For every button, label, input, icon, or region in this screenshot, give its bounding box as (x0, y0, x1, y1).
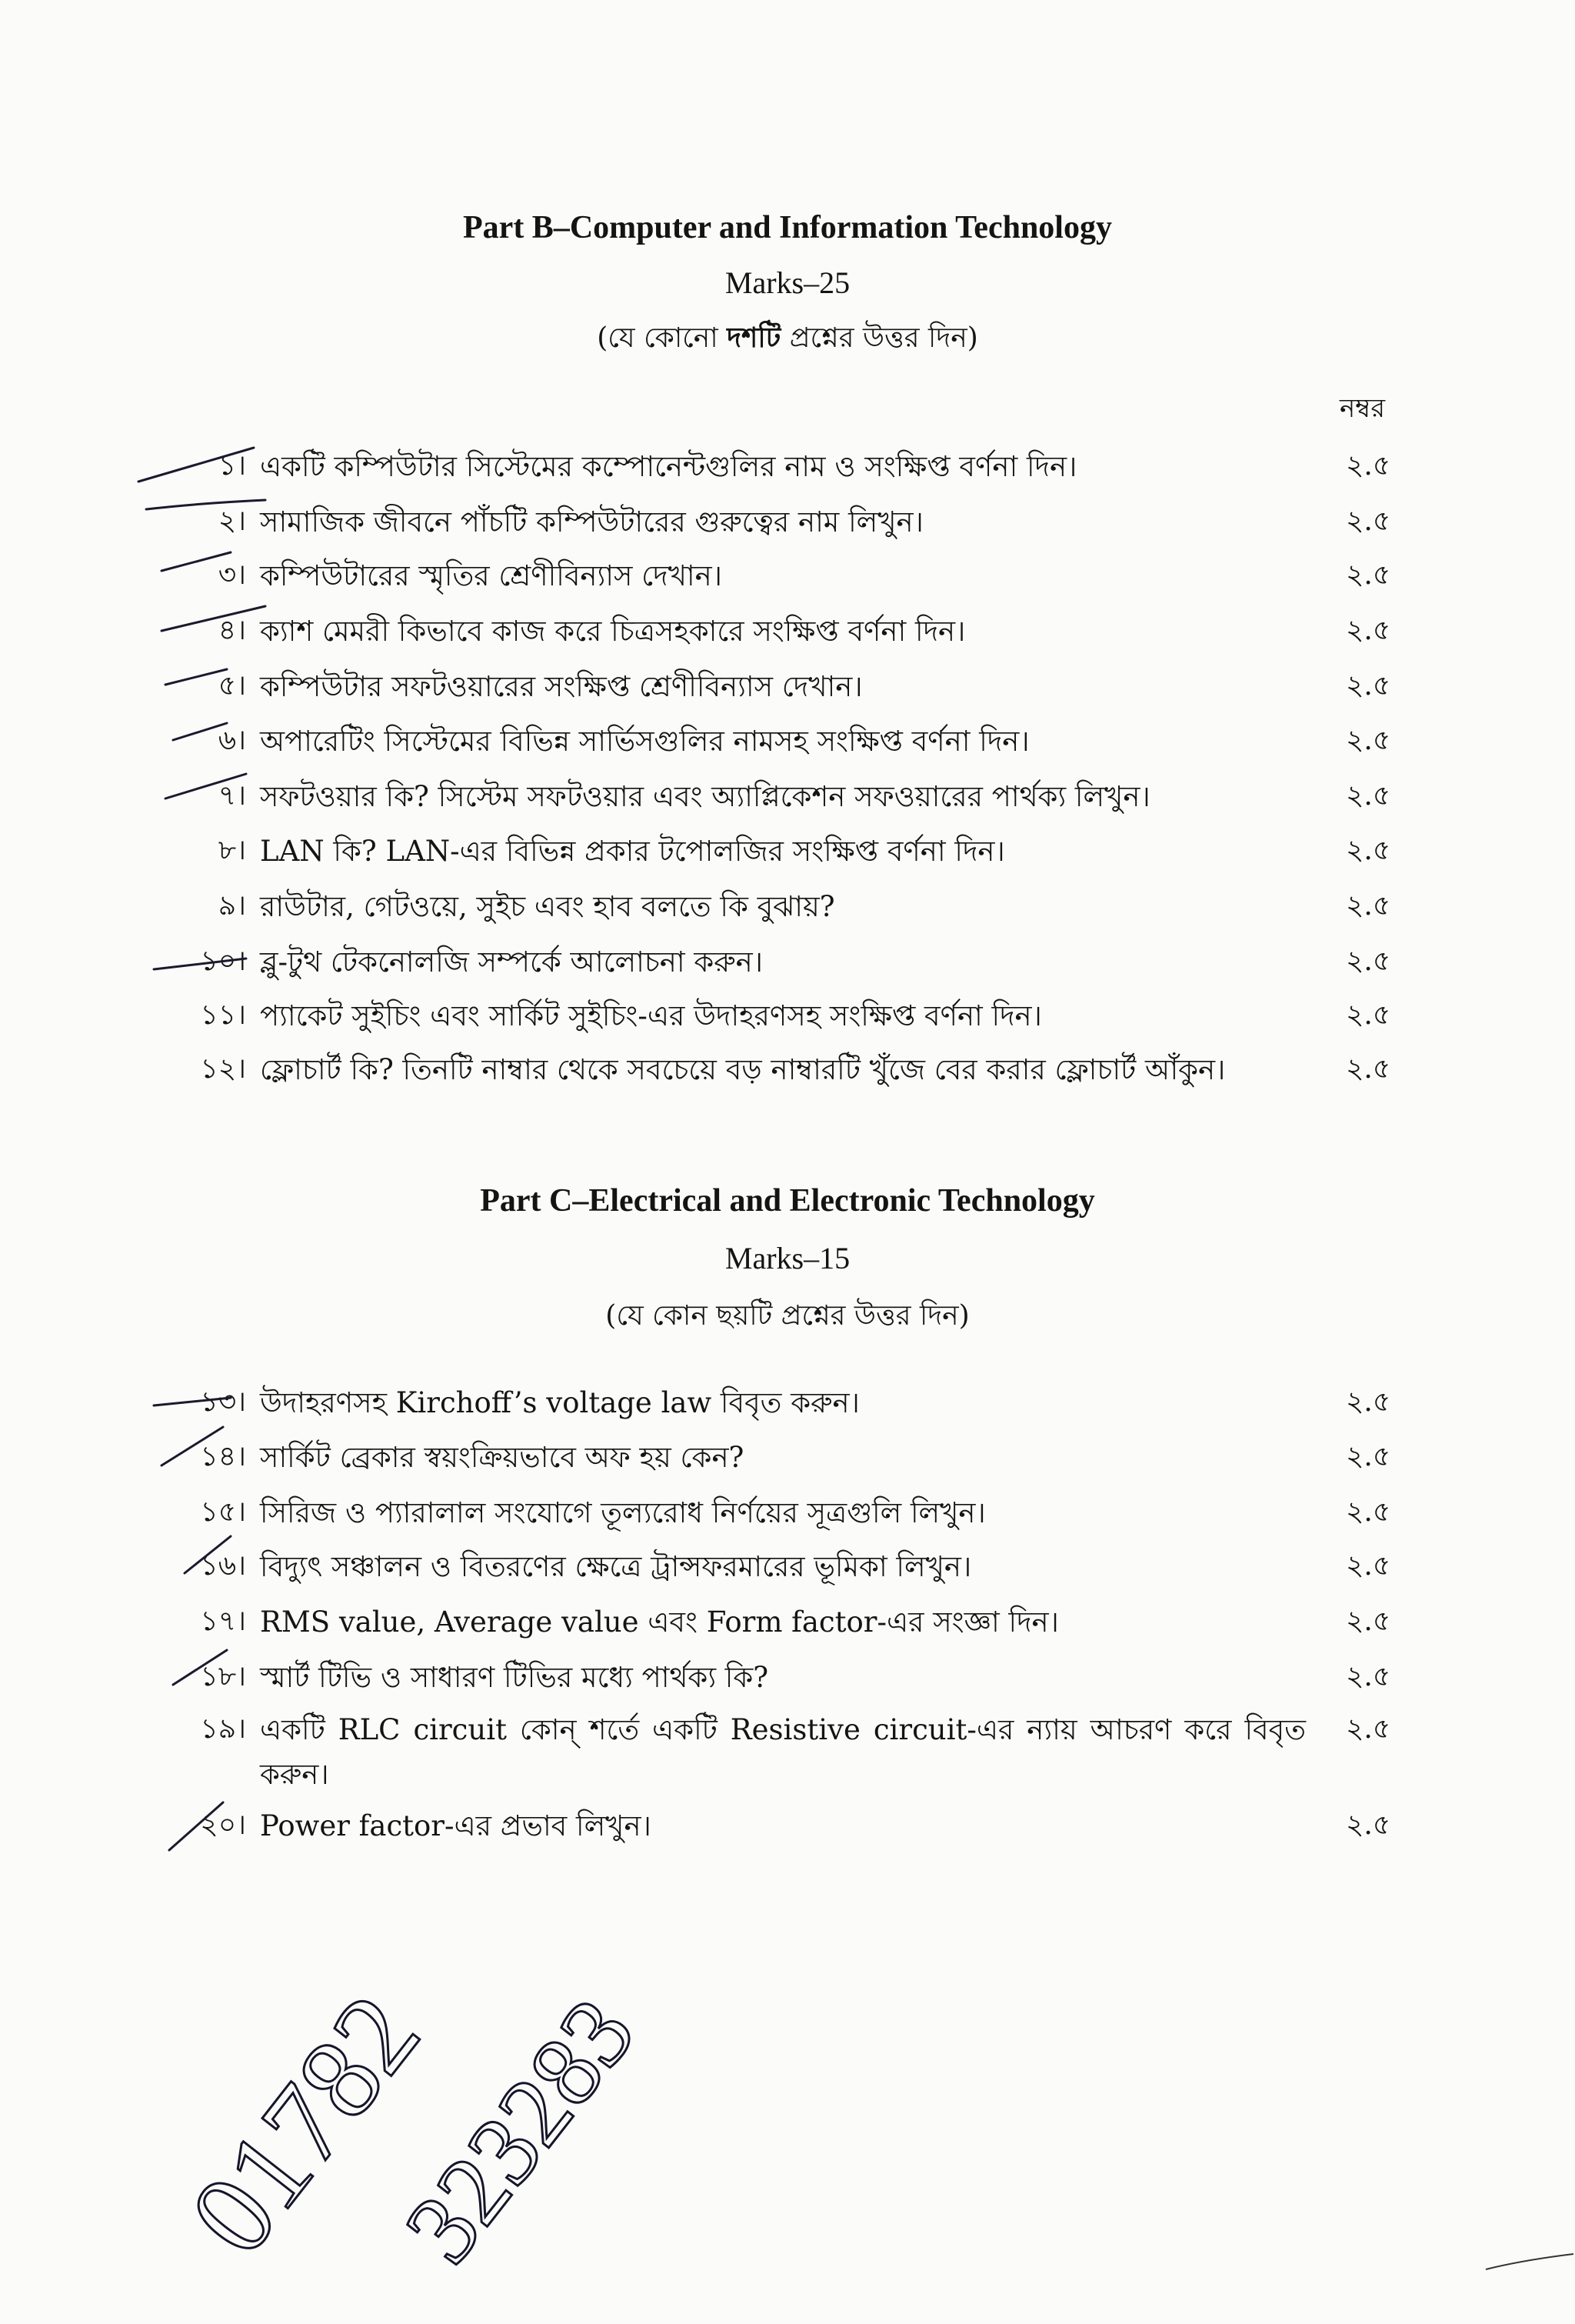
question-mark: ২.৫ (1346, 1550, 1391, 1582)
question-mark: ২.৫ (1346, 725, 1391, 756)
question-mark: ২.৫ (1346, 1386, 1391, 1418)
question-text: RMS value, Average value এবং Form factor-এর সংজ্ঞা দিন। (260, 1605, 1059, 1639)
question-number: ৪। (218, 615, 246, 646)
question-mark: ২.৫ (1346, 1441, 1391, 1472)
question-text: ফ্লোচার্ট কি? তিনটি নাম্বার থেকে সবচেয়ে বড় নাম্বারটি খুঁজে বের করার ফ্লোচার্ট আঁকুন। (260, 1053, 1226, 1086)
part-b-marks: Marks–25 (724, 265, 851, 300)
handwritten-number (165, 1939, 708, 2292)
part-c-title: Part C–Electrical and Electronic Technology (480, 1183, 1095, 1219)
question-text: একটি RLC circuit কোন্ শর্তে একটি Resistive circuit-এর ন্যায় আচরণ করে বিবৃত করুন। (260, 1713, 1306, 1791)
question-text: একটি কম্পিউটার সিস্টেমের কম্পোনেন্টগুলির নাম ও সংক্ষিপ্ত বর্ণনা দিন। (260, 450, 1077, 483)
question-number: ১৭। (200, 1605, 246, 1637)
question-number: ৮। (218, 835, 246, 866)
question-mark: ২.৫ (1346, 1053, 1391, 1085)
question-mark: ২.৫ (1346, 890, 1391, 922)
question-mark: ২.৫ (1346, 615, 1391, 646)
part-c-marks: Marks–15 (724, 1241, 851, 1275)
question-mark: ২.৫ (1346, 559, 1391, 591)
question-number: ১২। (200, 1053, 246, 1085)
question-mark: ২.৫ (1346, 780, 1391, 812)
question-text: সফটওয়ার কি? সিস্টেম সফটওয়ার এবং অ্যাপ্লিকেশন সফওয়ারের পার্থক্য লিখুন। (260, 780, 1150, 813)
question-text: উদাহরণসহ Kirchoff’s voltage law বিবৃত করুন। (260, 1386, 860, 1419)
question-text: কম্পিউটার সফটওয়ারের সংক্ষিপ্ত শ্রেণীবিন্যাস দেখান। (260, 670, 863, 703)
part-c-instruction: (যে কোন ছয়টি প্রশ্নের উত্তর দিন) (605, 1300, 970, 1332)
question-mark: ২.৫ (1346, 1496, 1391, 1528)
question-text: সামাজিক জীবনে পাঁচটি কম্পিউটারের গুরুত্বের নাম লিখুন। (260, 505, 924, 538)
question-text: ব্লু-টুথ টেকনোলজি সম্পর্কে আলোচনা করুন। (260, 945, 763, 979)
part-b-title: Part B–Computer and Information Technology (463, 210, 1112, 245)
question-text: অপারেটিং সিস্টেমের বিভিন্ন সার্ভিসগুলির নামসহ সংক্ষিপ্ত বর্ণনা দিন। (260, 725, 1030, 758)
question-mark: ২.৫ (1346, 1605, 1391, 1637)
question-mark: ২.৫ (1346, 450, 1391, 482)
handwritten-line-1: 01782 (165, 1971, 444, 2278)
question-text: সার্কিট ব্রেকার স্বয়ংক্রিয়ভাবে অফ হয় কেন? (260, 1441, 744, 1474)
question-mark: ২.৫ (1346, 999, 1391, 1031)
question-mark: ২.৫ (1346, 1809, 1391, 1841)
question-text: রাউটার, গেটওয়ে, সুইচ এবং হাব বলতে কি বুঝায়? (260, 890, 835, 923)
question-text: প্যাকেট সুইচিং এবং সার্কিট সুইচিং-এর উদাহরণসহ সংক্ষিপ্ত বর্ণনা দিন। (260, 999, 1042, 1032)
question-number: ১৪। (200, 1441, 246, 1472)
pen-strike-marks-part-c (146, 1381, 254, 1873)
handwritten-line-2: 323283 (384, 1978, 656, 2283)
question-number: ১৮। (200, 1661, 246, 1692)
question-number: ১৬। (200, 1550, 246, 1582)
question-text: ক্যাশ মেমরী কিভাবে কাজ করে চিত্রসহকারে সংক্ষিপ্ত বর্ণনা দিন। (260, 615, 966, 648)
question-number: ৭। (218, 780, 246, 812)
question-mark: ২.৫ (1346, 1713, 1391, 1745)
part-b-instruction: (যে কোনো দশটি প্রশ্নের উত্তর দিন) (597, 322, 978, 354)
question-number: ১৩। (200, 1386, 246, 1418)
question-number: ৫। (218, 670, 246, 702)
question-number: ১১। (200, 999, 246, 1031)
question-mark: ২.৫ (1346, 1661, 1391, 1692)
marks-column-header: নম্বর (1340, 393, 1386, 424)
question-text: স্মার্ট টিভি ও সাধারণ টিভির মধ্যে পার্থক্য কি? (260, 1661, 769, 1694)
question-number: ১৫। (200, 1496, 246, 1528)
question-text: Power factor-এর প্রভাব লিখুন। (260, 1809, 651, 1842)
question-number: ৩। (218, 559, 246, 591)
question-mark: ২.৫ (1346, 505, 1391, 537)
pen-mark-corner (1484, 2246, 1575, 2277)
question-mark: ২.৫ (1346, 670, 1391, 702)
pen-strike-marks (131, 438, 285, 1054)
question-number: ৯। (218, 890, 246, 922)
question-number: ২০। (200, 1809, 246, 1841)
question-mark: ২.৫ (1346, 945, 1391, 977)
question-12 (0, 1048, 1575, 1140)
question-text: কম্পিউটারের স্মৃতির শ্রেণীবিন্যাস দেখান। (260, 559, 722, 592)
question-number: ১০। (200, 945, 246, 977)
question-number: ২। (218, 505, 246, 537)
question-mark: ২.৫ (1346, 835, 1391, 866)
question-text: সিরিজ ও প্যারালাল সংযোগে তূল্যরোধ নির্ণয়ের সূত্রগুলি লিখুন। (260, 1496, 986, 1529)
question-number: ৬। (218, 725, 246, 756)
question-text: বিদ্যুৎ সঞ্চালন ও বিতরণের ক্ষেত্রে ট্রান্সফরমারের ভূমিকা লিখুন। (260, 1550, 972, 1583)
question-text: LAN কি? LAN-এর বিভিন্ন প্রকার টপোলজির সংক্ষিপ্ত বর্ণনা দিন। (260, 835, 1005, 868)
question-number: ১। (218, 450, 246, 482)
question-number: ১৯। (200, 1713, 246, 1745)
